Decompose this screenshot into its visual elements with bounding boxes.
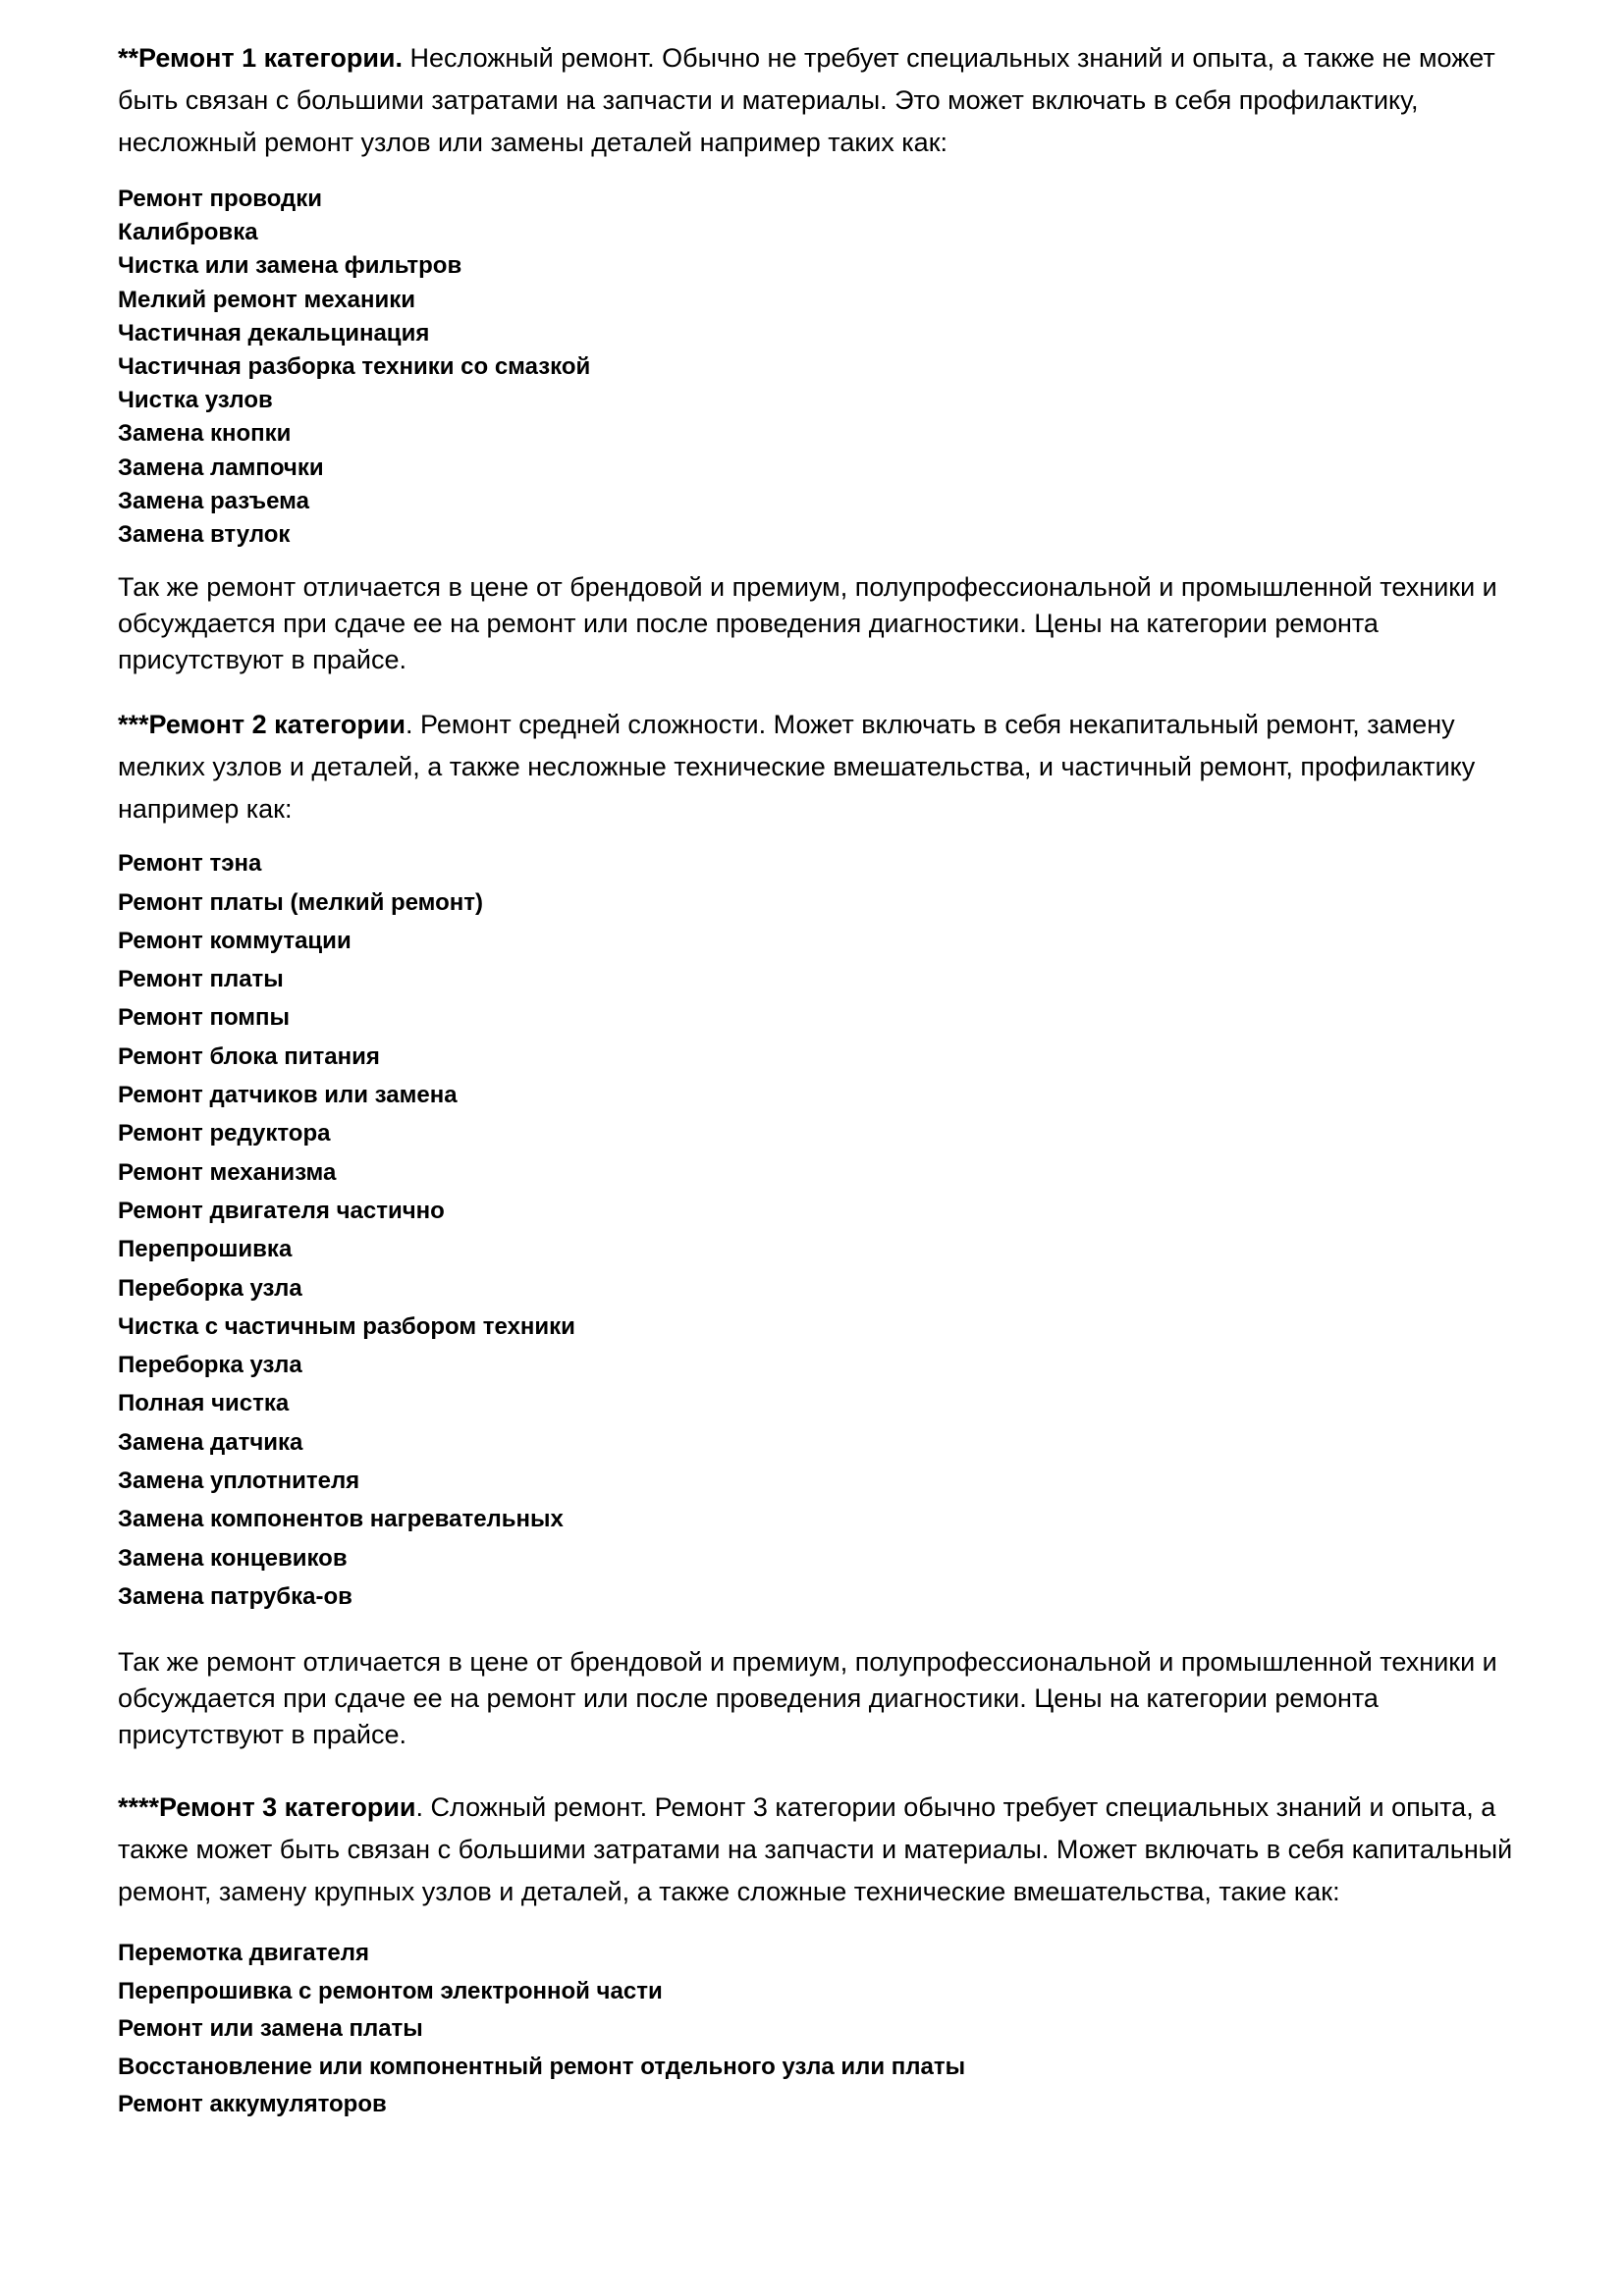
list-item: Ремонт датчиков или замена xyxy=(118,1082,458,1109)
list-item: Калибровка xyxy=(118,219,258,246)
list-item: Замена лампочки xyxy=(118,454,324,481)
list-item: Перемотка двигателя xyxy=(118,1940,370,1967)
category-1-intro xyxy=(118,37,1512,164)
list-item: Переборка узла xyxy=(118,1274,302,1302)
list-item: Чистка с частичным разбором техники xyxy=(118,1312,575,1340)
list-item: Ремонт проводки xyxy=(118,186,323,212)
category-2-list xyxy=(118,844,1551,1616)
category-3-intro xyxy=(118,1787,1571,1913)
category-3-heading: ****Ремонт 3 категории xyxy=(118,1792,416,1823)
list-item: Замена кнопки xyxy=(118,420,292,448)
category-2-heading: ***Ремонт 2 категории xyxy=(118,710,406,740)
category-1-list xyxy=(118,183,1551,552)
list-item: Перепрошивка xyxy=(118,1236,293,1263)
category-3-text: . Сложный ремонт. Ремонт 3 категории обычно требует специальных знаний и опыта, а также может быть связан с большими затратами на запчасти и материалы. Может включать в себя капитальный ремонт, замену крупных узлов и деталей, а также сложные технические вмешательства, такие как: xyxy=(118,1792,1513,1907)
list-item: Чистка или замена фильтров xyxy=(118,252,462,280)
list-item: Полная чистка xyxy=(118,1390,290,1417)
category-2-intro xyxy=(118,704,1512,830)
list-item: Мелкий ремонт механики xyxy=(118,286,415,313)
category-3-list xyxy=(118,1935,1551,2124)
list-item: Замена датчика xyxy=(118,1428,303,1456)
list-item: Замена разъема xyxy=(118,487,309,514)
list-item: Замена компонентов нагревательных xyxy=(118,1506,564,1533)
list-item: Ремонт платы (мелкий ремонт) xyxy=(118,888,484,916)
list-item: Ремонт помпы xyxy=(118,1004,291,1032)
list-item: Ремонт двигателя частично xyxy=(118,1197,445,1224)
list-item: Ремонт редуктора xyxy=(118,1120,331,1148)
list-item: Ремонт коммутации xyxy=(118,927,352,954)
list-item: Частичная разборка техники со смазкой xyxy=(118,353,591,381)
category-1-text: Несложный ремонт. Обычно не требует специальных знаний и опыта, а также не может быть связан с большими затратами на запчасти и материалы. Это может включать в себя профилактику, несложный ремонт узлов или замены деталей например таких как: xyxy=(118,43,1495,157)
category-2-text: . Ремонт средней сложности. Может включать в себя некапитальный ремонт, замену мелких узлов и деталей, а также несложные технические вмешательства, и частичный ремонт, профилактику например как: xyxy=(118,710,1476,825)
list-item: Переборка узла xyxy=(118,1352,302,1379)
list-item: Замена концевиков xyxy=(118,1544,348,1572)
document-page xyxy=(118,37,1551,2124)
category-1-heading: **Ремонт 1 категории. xyxy=(118,43,404,73)
list-item: Восстановление или компонентный ремонт отдельного узла или платы xyxy=(118,2053,966,2080)
list-item: Замена патрубка-ов xyxy=(118,1582,352,1610)
list-item: Замена втулок xyxy=(118,521,291,549)
list-item: Чистка узлов xyxy=(118,387,273,414)
list-item: Ремонт блока питания xyxy=(118,1042,380,1070)
list-item: Перепрошивка с ремонтом электронной части xyxy=(118,1977,663,2004)
list-item: Ремонт тэна xyxy=(118,850,262,878)
category-2-price-note: Так же ремонт отличается в цене от брендовой и премиум, полупрофессиональной и промышленной техники и обсуждается при сдаче ее на ремонт или после проведения диагностики. Цены на категории ремонта присутствуют в прайсе. xyxy=(118,1647,1497,1750)
category-1-price-note: Так же ремонт отличается в цене от брендовой и премиум, полупрофессиональной и промышленной техники и обсуждается при сдаче ее на ремонт или после проведения диагностики. Цены на категории ремонта присутствуют в прайсе. xyxy=(118,572,1497,675)
list-item: Ремонт платы xyxy=(118,966,284,993)
list-item: Частичная декальцинация xyxy=(118,319,430,347)
list-item: Замена уплотнителя xyxy=(118,1467,360,1494)
list-item: Ремонт механизма xyxy=(118,1158,337,1186)
list-item: Ремонт аккумуляторов xyxy=(118,2091,387,2118)
list-item: Ремонт или замена платы xyxy=(118,2015,423,2043)
